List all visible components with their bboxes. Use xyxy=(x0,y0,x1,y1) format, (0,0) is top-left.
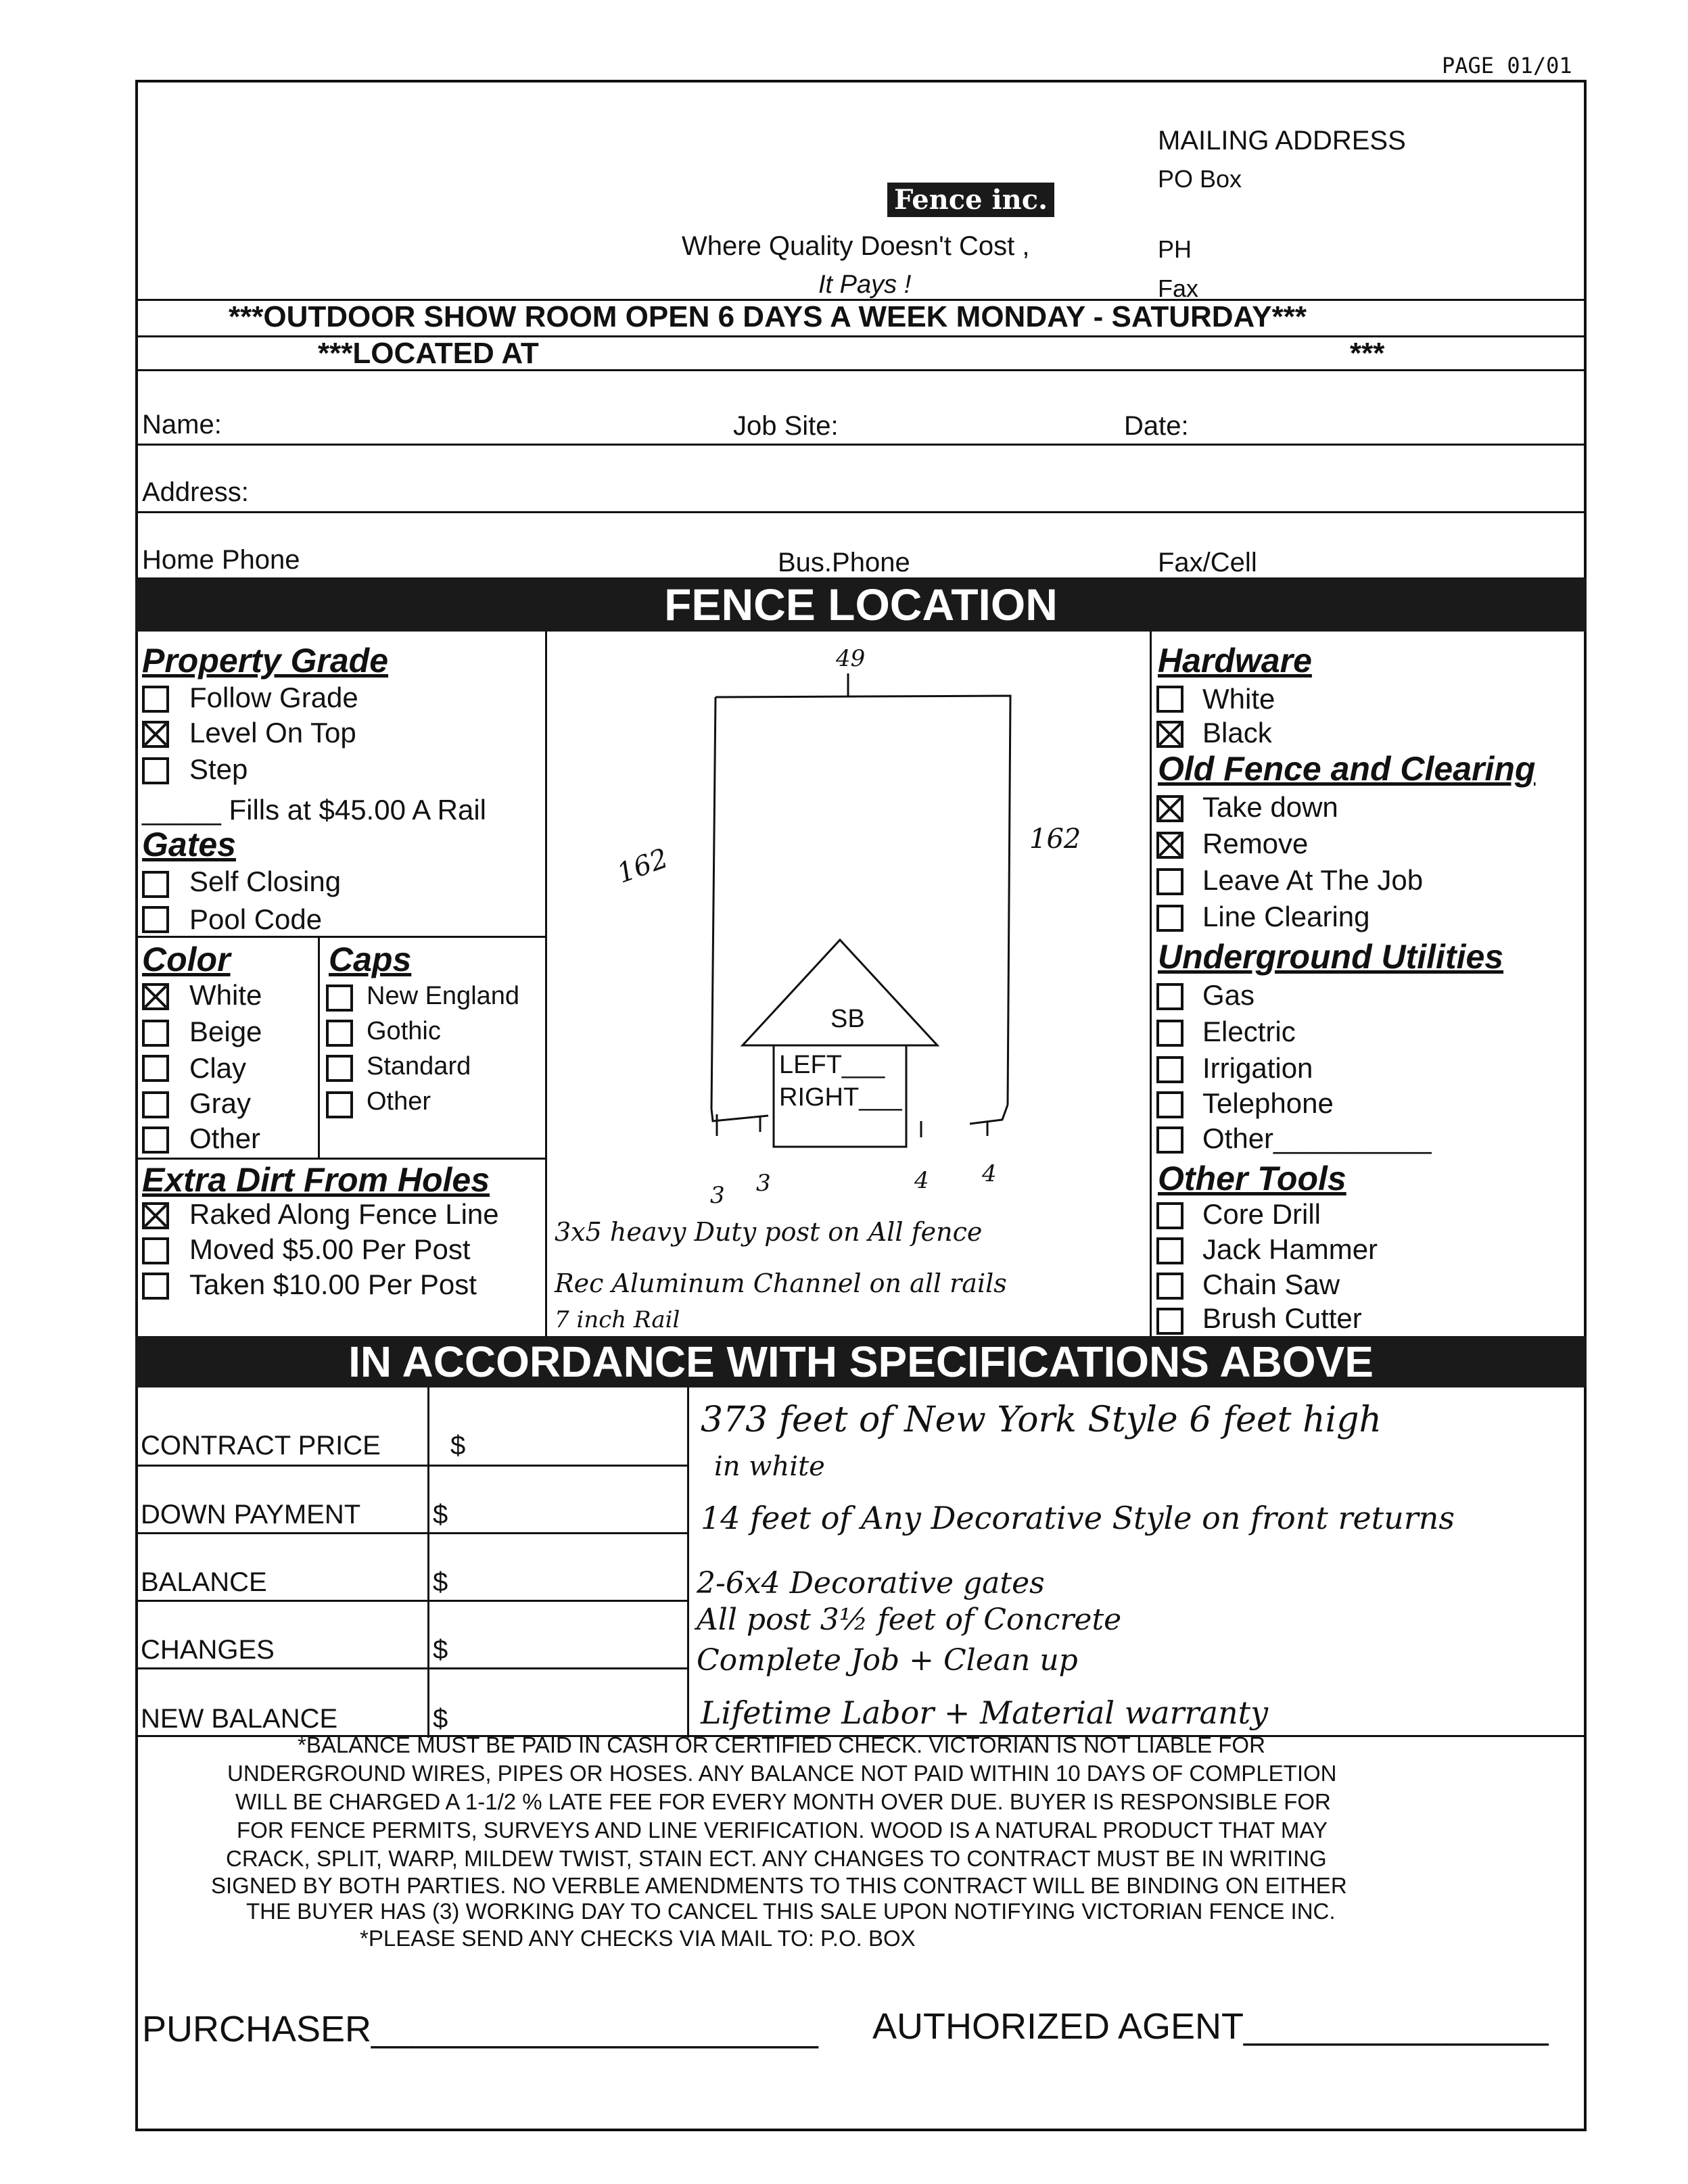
color-title: Color xyxy=(142,941,231,978)
electric-label: Electric xyxy=(1202,1016,1296,1047)
color-other-label: Other xyxy=(189,1122,261,1154)
balance-label: BALANCE xyxy=(141,1567,267,1597)
post-ticks xyxy=(717,1114,987,1137)
extra-dirt-title: Extra Dirt From Holes xyxy=(142,1161,490,1199)
caps-other-label: Other xyxy=(367,1087,431,1116)
telephone-label: Telephone xyxy=(1202,1087,1334,1119)
showroom-banner: ***OUTDOOR SHOW ROOM OPEN 6 DAYS A WEEK MONDAY - SATURDAY*** xyxy=(229,300,1307,333)
fence-outline xyxy=(711,696,1010,1109)
hardware-white-label: White xyxy=(1202,683,1275,715)
hardware-title: Hardware xyxy=(1158,642,1312,680)
irrigation-label: Irrigation xyxy=(1202,1052,1313,1084)
caps-gothic-label: Gothic xyxy=(367,1017,441,1045)
address-label: Address: xyxy=(142,477,249,507)
utility-other-checkbox[interactable] xyxy=(1156,1126,1183,1154)
job-note-4: 2-6x4 Decorative gates xyxy=(697,1566,1045,1600)
taken-checkbox[interactable] xyxy=(142,1273,169,1300)
bus-phone-label: Bus.Phone xyxy=(778,548,910,577)
contract-price-label: CONTRACT PRICE xyxy=(141,1431,381,1461)
utilities-title: Underground Utilities xyxy=(1158,938,1504,976)
color-white-label: White xyxy=(189,979,262,1011)
shed-label: SB xyxy=(830,1005,865,1033)
leave-at-job-label: Leave At The Job xyxy=(1202,864,1424,896)
bottom-dim-4: 4 xyxy=(982,1160,997,1187)
color-white-checkbox[interactable] xyxy=(142,983,169,1010)
phone-label: PH xyxy=(1158,235,1192,263)
new-balance-label: NEW BALANCE xyxy=(141,1704,338,1734)
terms-line-3: WILL BE CHARGED A 1-1/2 % LATE FEE FOR EVERY MONTH OVER DUE. BUYER IS RESPONSIBLE FOR xyxy=(235,1789,1331,1814)
changes-value[interactable]: $ xyxy=(433,1635,448,1665)
job-note-5: All post 3½ feet of Concrete xyxy=(697,1603,1122,1637)
moved-label: Moved $5.00 Per Post xyxy=(189,1233,471,1265)
step-label: Step xyxy=(189,753,248,785)
jack-hammer-label: Jack Hammer xyxy=(1202,1233,1378,1265)
shed-left-label: LEFT___ xyxy=(779,1051,885,1079)
electric-checkbox[interactable] xyxy=(1156,1020,1183,1047)
color-beige-label: Beige xyxy=(189,1016,262,1047)
caps-standard-checkbox[interactable] xyxy=(326,1055,353,1082)
tagline-line1: Where Quality Doesn't Cost , xyxy=(682,231,1030,261)
self-closing-label: Self Closing xyxy=(189,865,342,897)
line-clearing-checkbox[interactable] xyxy=(1156,905,1183,932)
pool-code-label: Pool Code xyxy=(189,903,323,935)
color-clay-checkbox[interactable] xyxy=(142,1055,169,1082)
left-dimension: 162 xyxy=(613,842,672,890)
hardware-white-checkbox[interactable] xyxy=(1156,686,1183,713)
top-dimension: 49 xyxy=(836,645,866,672)
sketch-note-2: Rec Aluminum Channel on all rails xyxy=(555,1268,1007,1298)
pool-code-checkbox[interactable] xyxy=(142,906,169,933)
name-label: Name: xyxy=(142,410,222,440)
balance-value[interactable]: $ xyxy=(433,1567,448,1597)
gas-checkbox[interactable] xyxy=(1156,983,1183,1010)
core-drill-checkbox[interactable] xyxy=(1156,1202,1183,1229)
shed-right-label: RIGHT___ xyxy=(779,1083,902,1112)
taken-label: Taken $10.00 Per Post xyxy=(189,1268,477,1300)
take-down-label: Take down xyxy=(1202,791,1338,823)
caps-gothic-checkbox[interactable] xyxy=(326,1020,353,1047)
fence-location-title: FENCE LOCATION xyxy=(135,577,1587,632)
down-payment-value[interactable]: $ xyxy=(433,1500,448,1529)
other-tools-title: Other Tools xyxy=(1158,1160,1346,1197)
self-closing-checkbox[interactable] xyxy=(142,871,169,898)
contract-price-value[interactable]: $ xyxy=(450,1431,466,1461)
brush-cutter-checkbox[interactable] xyxy=(1156,1308,1183,1335)
right-dimension: 162 xyxy=(1029,824,1081,855)
bottom-dim-2: 3 xyxy=(756,1170,771,1197)
terms-line-2: UNDERGROUND WIRES, PIPES OR HOSES. ANY BALANCE NOT PAID WITHIN 10 DAYS OF COMPLETION xyxy=(227,1761,1337,1786)
bottom-dim-1: 3 xyxy=(710,1182,725,1209)
jack-hammer-checkbox[interactable] xyxy=(1156,1237,1183,1264)
tagline-line2: It Pays ! xyxy=(818,270,912,299)
job-site-label: Job Site: xyxy=(733,411,839,441)
terms-line-1: *BALANCE MUST BE PAID IN CASH OR CERTIFIED CHECK. VICTORIAN IS NOT LIABLE FOR xyxy=(298,1732,1265,1757)
remove-label: Remove xyxy=(1202,828,1309,859)
chain-saw-label: Chain Saw xyxy=(1202,1268,1340,1300)
down-payment-label: DOWN PAYMENT xyxy=(141,1500,361,1529)
hardware-black-label: Black xyxy=(1202,717,1272,749)
caps-title: Caps xyxy=(329,941,412,978)
color-other-checkbox[interactable] xyxy=(142,1126,169,1154)
core-drill-label: Core Drill xyxy=(1202,1198,1321,1230)
sketch-note-3: 7 inch Rail xyxy=(555,1306,680,1333)
leave-at-job-checkbox[interactable] xyxy=(1156,868,1183,895)
irrigation-checkbox[interactable] xyxy=(1156,1056,1183,1083)
date-label: Date: xyxy=(1124,411,1189,441)
step-checkbox[interactable] xyxy=(142,757,169,784)
located-end: *** xyxy=(1350,337,1385,370)
job-note-7: Lifetime Labor + Material warranty xyxy=(701,1694,1269,1731)
terms-line-7: THE BUYER HAS (3) WORKING DAY TO CANCEL THIS SALE UPON NOTIFYING VICTORIAN FENCE INC. xyxy=(246,1899,1336,1924)
located-at: ***LOCATED AT xyxy=(318,337,539,370)
chain-saw-checkbox[interactable] xyxy=(1156,1273,1183,1300)
follow-grade-checkbox[interactable] xyxy=(142,686,169,713)
purchaser-signature-line[interactable]: PURCHASER______________________ xyxy=(142,2009,818,2049)
po-box-label: PO Box xyxy=(1158,165,1242,193)
utility-other-label: Other__________ xyxy=(1202,1122,1432,1154)
property-grade-title: Property Grade xyxy=(142,642,389,680)
level-on-top-label: Level On Top xyxy=(189,717,356,749)
take-down-checkbox[interactable] xyxy=(1156,795,1183,822)
old-fence-title: Old Fence and Clearing xyxy=(1158,750,1536,788)
line-clearing-label: Line Clearing xyxy=(1202,901,1370,932)
sketch-note-1: 3x5 heavy Duty post on All fence xyxy=(555,1217,983,1247)
raked-checkbox[interactable] xyxy=(142,1202,169,1229)
specs-title: IN ACCORDANCE WITH SPECIFICATIONS ABOVE xyxy=(135,1336,1587,1387)
caps-new-england-label: New England xyxy=(367,982,520,1010)
job-note-2: in white xyxy=(714,1451,825,1482)
bottom-dim-3: 4 xyxy=(914,1167,929,1194)
authorized-agent-signature-line[interactable]: AUTHORIZED AGENT_______________ xyxy=(872,2006,1549,2047)
gates-title: Gates xyxy=(142,826,236,863)
job-note-3: 14 feet of Any Decorative Style on front returns xyxy=(701,1500,1455,1536)
changes-label: CHANGES xyxy=(141,1635,275,1665)
mailing-address-label: MAILING ADDRESS xyxy=(1158,126,1406,156)
caps-new-england-checkbox[interactable] xyxy=(326,984,353,1012)
terms-line-4: FOR FENCE PERMITS, SURVEYS AND LINE VERIFICATION. WOOD IS A NATURAL PRODUCT THAT MAY xyxy=(237,1818,1328,1843)
follow-grade-label: Follow Grade xyxy=(189,682,358,713)
brush-cutter-label: Brush Cutter xyxy=(1202,1302,1362,1334)
telephone-checkbox[interactable] xyxy=(1156,1091,1183,1118)
terms-line-5: CRACK, SPLIT, WARP, MILDEW TWIST, STAIN ECT. ANY CHANGES TO CONTRACT MUST BE IN WRITING xyxy=(226,1846,1327,1871)
caps-standard-label: Standard xyxy=(367,1052,471,1081)
color-gray-checkbox[interactable] xyxy=(142,1091,169,1118)
moved-checkbox[interactable] xyxy=(142,1237,169,1264)
hardware-black-checkbox[interactable] xyxy=(1156,721,1183,748)
home-phone-label: Home Phone xyxy=(142,545,300,575)
terms-line-6: SIGNED BY BOTH PARTIES. NO VERBLE AMENDMENTS TO THIS CONTRACT WILL BE BINDING ON EITHER xyxy=(211,1873,1347,1898)
color-gray-label: Gray xyxy=(189,1087,252,1119)
level-on-top-checkbox[interactable] xyxy=(142,721,169,748)
page-number: PAGE 01/01 xyxy=(1442,53,1572,78)
color-beige-checkbox[interactable] xyxy=(142,1020,169,1047)
gas-label: Gas xyxy=(1202,979,1255,1011)
raked-label: Raked Along Fence Line xyxy=(189,1198,499,1230)
new-balance-value[interactable]: $ xyxy=(433,1704,448,1734)
terms-line-8: *PLEASE SEND ANY CHECKS VIA MAIL TO: P.O. BOX xyxy=(360,1926,916,1951)
company-logo: Fence inc. xyxy=(887,183,1054,217)
caps-other-checkbox[interactable] xyxy=(326,1091,353,1118)
remove-checkbox[interactable] xyxy=(1156,832,1183,859)
job-note-6: Complete Job + Clean up xyxy=(697,1643,1078,1678)
job-note-1: 373 feet of New York Style 6 feet high xyxy=(701,1400,1382,1440)
color-clay-label: Clay xyxy=(189,1052,247,1084)
fills-label: _____ Fills at $45.00 A Rail xyxy=(142,794,487,826)
fax-label: Fax xyxy=(1158,275,1199,302)
fax-cell-label: Fax/Cell xyxy=(1158,548,1257,577)
